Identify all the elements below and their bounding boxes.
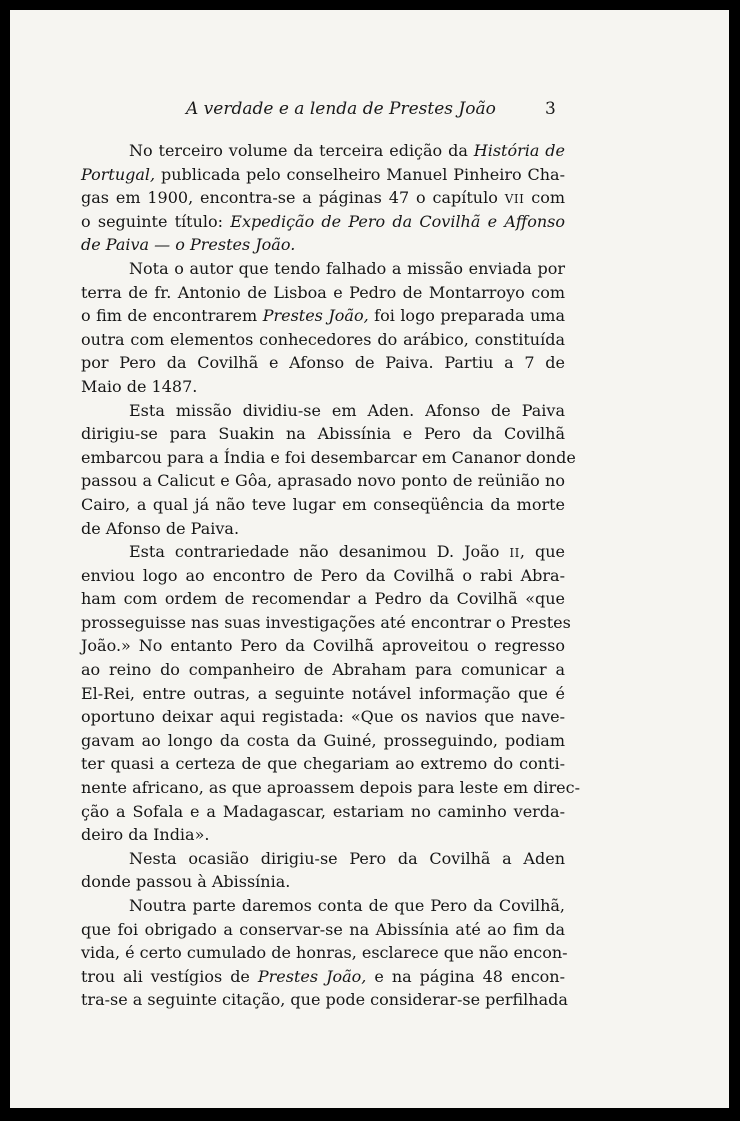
text-line: vida, é certo cumulado de honras, esclarece que não encon-	[81, 943, 568, 963]
text-line: o fim de encontrarem Prestes João, foi logo preparada uma	[81, 306, 566, 326]
text-line: deiro da India».	[81, 825, 210, 845]
text-line: terra de fr. Antonio de Lisboa e Pedro de Montarroyo com	[81, 282, 565, 302]
text-line: gavam ao longo da costa da Guiné, prosseguindo, podiam	[81, 730, 565, 750]
text-line: Portugal, publicada pelo conselheiro Manuel Pinheiro Cha-	[81, 164, 565, 184]
running-header	[10, 99, 729, 125]
text-line: nente africano, as que aproassem depois para leste em direc-	[81, 778, 580, 798]
text-line: Maio de 1487.	[81, 376, 198, 396]
text-line: Cairo, a qual já não teve lugar em conseqüência da morte	[81, 494, 565, 514]
text-line: que foi obrigado a conservar-se na Abissínia até ao fim da	[81, 919, 565, 939]
text-line: ao reino do companheiro de Abraham para comunicar a	[81, 660, 565, 680]
book-page	[10, 10, 729, 1108]
page-number: 3	[545, 99, 556, 119]
running-title: A verdade e a lenda de Prestes João	[186, 99, 496, 119]
text-line: Esta missão dividiu-se em Aden. Afonso de Paiva	[129, 400, 565, 420]
text-line: Noutra parte daremos conta de que Pero da Covilhã,	[129, 896, 565, 915]
body-text	[81, 139, 580, 1012]
text-line: João.» No entanto Pero da Covilhã aproveitou o regresso	[81, 636, 565, 656]
text-line: de Paiva — o Prestes João.	[81, 235, 296, 255]
text-line: trou ali vestígios de Prestes João, e na página 48 encon-	[81, 966, 566, 986]
text-line: de Afonso de Paiva.	[81, 518, 240, 538]
text-line: ham com ordem de recomendar a Pedro da Covilhã «que	[81, 589, 565, 609]
text-line: oportuno deixar aqui registada: «Que os navios que nave-	[81, 707, 565, 727]
text-line: Esta contrariedade não desanimou D. João II, que	[129, 542, 565, 562]
text-line: prosseguisse nas suas investigações até encontrar o Prestes	[81, 612, 571, 632]
text-line: passou a Calicut e Gôa, aprasado novo ponto de reünião no	[81, 471, 565, 491]
text-line: ção a Sofala e a Madagascar, estariam no caminho verda-	[81, 801, 565, 821]
text-line: No terceiro volume da terceira edição da História de	[129, 141, 565, 160]
text-line: embarcou para a Índia e foi desembarcar em Cananor donde	[81, 447, 576, 467]
text-line: outra com elementos conhecedores do arábico, constituída	[81, 329, 565, 349]
text-line: gas em 1900, encontra-se a páginas 47 o capítulo VII com	[81, 188, 565, 208]
text-line: ter quasi a certeza de que chegariam ao extremo do conti-	[81, 754, 565, 774]
text-line: El-Rei, entre outras, a seguinte notável informação que é	[81, 683, 565, 703]
text-line: o seguinte título: Expedição de Pero da Covilhã e Affonso	[81, 211, 566, 231]
text-line: Nota o autor que tendo falhado a missão enviada por	[129, 258, 565, 278]
text-line: por Pero da Covilhã e Afonso de Paiva. Partiu a 7 de	[81, 353, 565, 373]
text-line: Nesta ocasião dirigiu-se Pero da Covilhã a Aden	[129, 848, 565, 868]
text-line: dirigiu-se para Suakin na Abissínia e Pero da Covilhã	[81, 424, 565, 444]
text-line: enviou logo ao encontro de Pero da Covilhã o rabi Abra-	[81, 565, 565, 585]
text-line: tra-se a seguinte citação, que pode considerar-se perfilhada	[81, 990, 568, 1010]
text-line: donde passou à Abissínia.	[81, 872, 291, 892]
